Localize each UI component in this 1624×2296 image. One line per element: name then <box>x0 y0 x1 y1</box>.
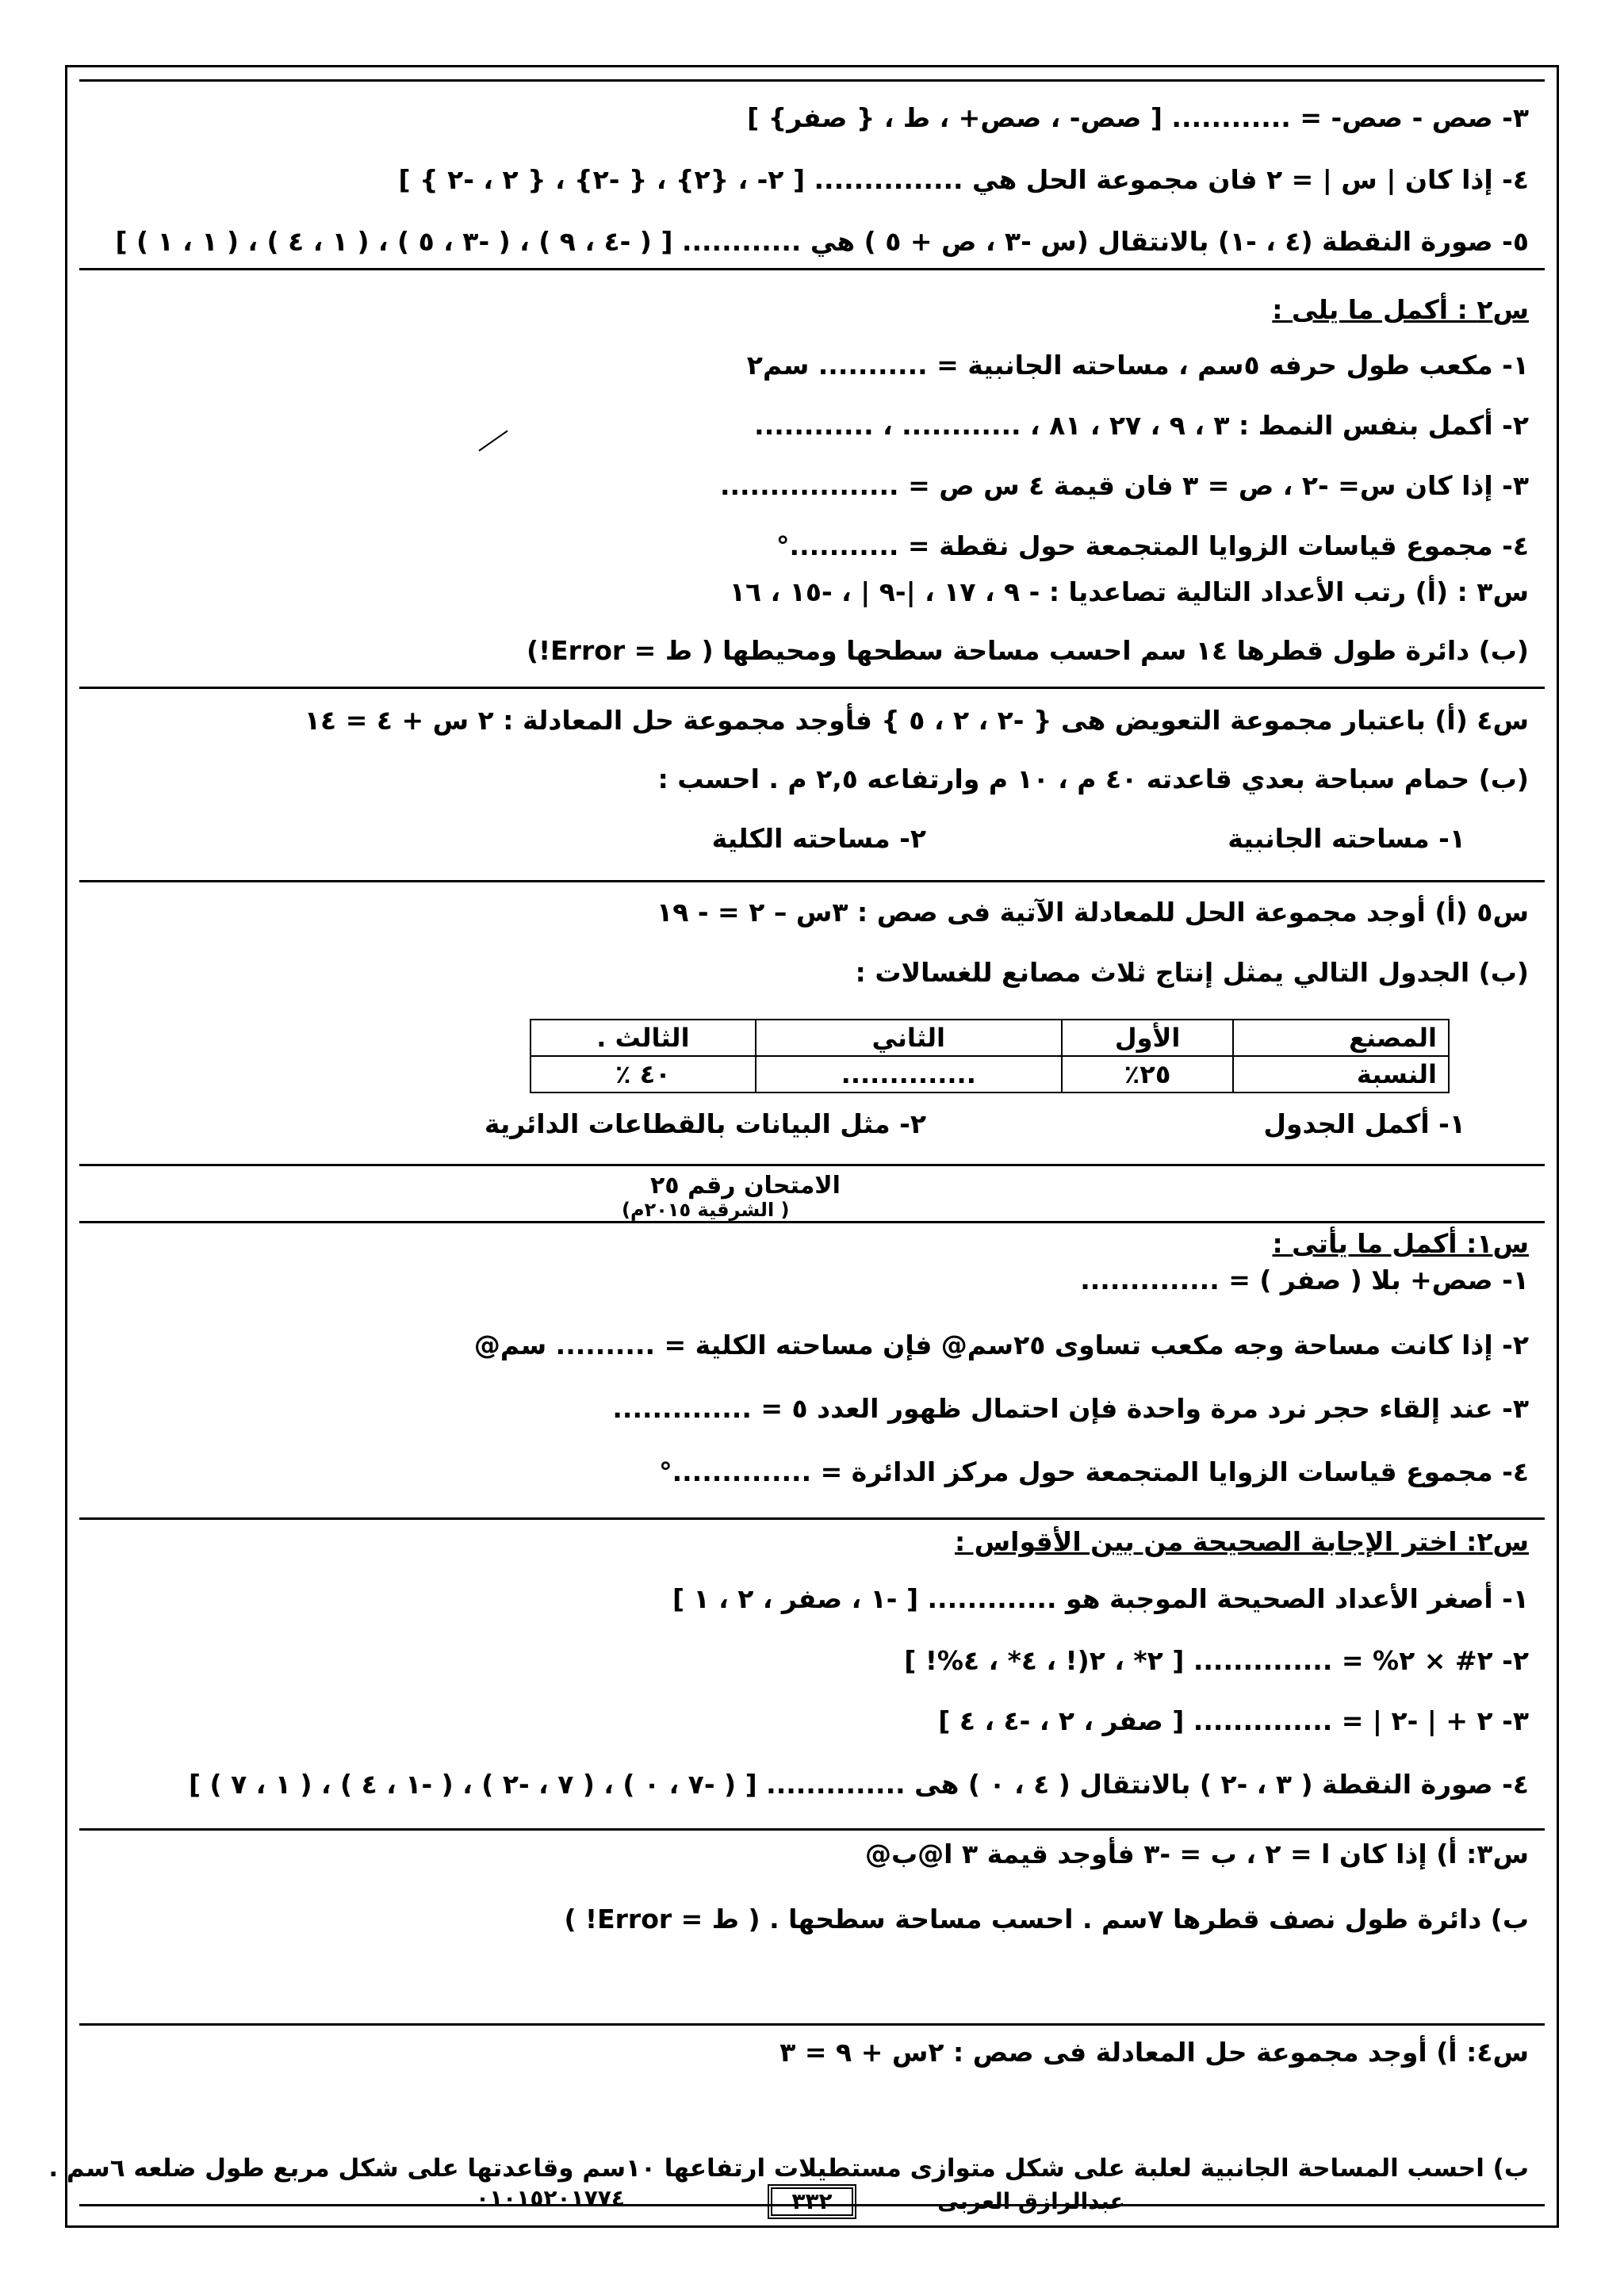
s3b-part-a: س٣: أ) إذا كان ا = ٢ ، ب = -٣ فأوجد قيمة ٣ ا@ب@ <box>865 1839 1529 1869</box>
footer-author: عبدالرازق العربى <box>937 2188 1125 2214</box>
factory-table <box>530 1019 1450 1093</box>
s2a-title: س٢ : أكمل ما يلى : <box>1272 294 1529 325</box>
q3-line: ٣- صص - صص- = ............ [ صص- ، صص+ ، ط ، { صفر} ] <box>747 102 1529 133</box>
s2b-item-2: ٢- ٢# × ٢% = .............. [ ٢* ، ٢(! ، ٤* ، ٤%! ] <box>904 1645 1529 1676</box>
q4-line: ٤- إذا كان | س | = ٢ فان مجموعة الحل هي ............... [ ٢- ، {٢} ، { -٢} ، { ٢ ، -٢ } ] <box>398 164 1529 195</box>
footer-phone: ٠١٠١٥٢٠١٧٧٤ <box>476 2185 625 2211</box>
table-cell: المصنع <box>1233 1020 1449 1056</box>
divider-4 <box>79 1164 1545 1166</box>
s1b-item-4: ٤- مجموع قياسات الزوايا المتجمعة حول مركز الدائرة = ..............° <box>659 1456 1529 1487</box>
top-rule <box>79 79 1545 82</box>
s5a-c1: ١- أكمل الجدول <box>1263 1108 1465 1139</box>
s3b-part-b: ب) دائرة طول نصف قطرها ٧سم . احسب مساحة سطحها . ( ط = Error! ) <box>564 1904 1529 1934</box>
divider-3 <box>79 880 1545 882</box>
table-cell: .............. <box>756 1056 1062 1093</box>
table-cell: الأول <box>1062 1020 1234 1056</box>
s3a-part-b: (ب) دائرة طول قطرها ١٤ سم احسب مساحة سطحها ومحيطها ( ط = Error!) <box>527 635 1529 666</box>
q5-line: ٥- صورة النقطة (٤ ، -١) بالانتقال (س -٣ ، ص + ٥ ) هي ............ [ ( -٤ ، ٩ ) ، ( -٣ ، ٥ ) ، ( ١ ، ٤ ) ، ( ١ ، ١ ) ] <box>115 226 1529 257</box>
table-cell: ٤٠ ٪ <box>530 1056 756 1093</box>
divider-8 <box>79 2023 1545 2026</box>
s2a-item-2: ٢- أكمل بنفس النمط : ٣ ، ٩ ، ٢٧ ، ٨١ ، ............ ، ............ <box>754 410 1529 441</box>
divider-7 <box>79 1828 1545 1831</box>
s2b-title: س٢: اختر الإجابة الصحيحة من بين الأقواس : <box>954 1526 1529 1557</box>
table-cell: النسبة <box>1233 1056 1449 1093</box>
divider-5 <box>79 1221 1545 1223</box>
s2b-item-3: ٣- ٢ + | -٢ | = .............. [ صفر ، ٢ ، -٤ ، ٤ ] <box>938 1705 1529 1736</box>
s4b-part-b: ب) احسب المساحة الجانبية لعلبة على شكل متوازى مستطيلات ارتفاعها ١٠سم وقاعدتها على شكل مربع طول ضلعه ٦سم . <box>48 2154 1529 2183</box>
s1b-item-2: ٢- إذا كانت مساحة وجه مكعب تساوى ٢٥سم@ فإن مساحته الكلية = .......... سم@ <box>473 1330 1529 1360</box>
s1b-title: س١: أكمل ما يأتى : <box>1272 1228 1529 1259</box>
s5a-part-b: (ب) الجدول التالي يمثل إنتاج ثلاث مصانع للغسالات : <box>855 957 1529 988</box>
s4a-b2: ٢- مساحته الكلية <box>711 823 926 854</box>
exam-subtitle: ( الشرقية ٢٠١٥م) <box>622 1199 790 1221</box>
s4a-part-b: (ب) حمام سباحة بعدي قاعدته ٤٠ م ، ١٠ م وارتفاعه ٢,٥ م . احسب : <box>657 763 1529 794</box>
divider-1 <box>79 268 1545 270</box>
table-row <box>530 1020 1449 1056</box>
s2a-item-1: ١- مكعب طول حرفه ٥سم ، مساحته الجانبية = ........... سم٢ <box>746 350 1529 381</box>
s2a-item-4: ٤- مجموع قياسات الزوايا المتجمعة حول نقطة = ...........° <box>776 530 1529 561</box>
table-row <box>530 1056 1449 1093</box>
s2a-item-3: ٣- إذا كان س= -٢ ، ص = ٣ فان قيمة ٤ س ص = .................. <box>719 470 1529 501</box>
divider-2 <box>79 687 1545 689</box>
s2b-item-1: ١- أصغر الأعداد الصحيحة الموجبة هو ............. [ -١ ، صفر ، ٢ ، ١ ] <box>672 1583 1529 1614</box>
s4a-part-a: س٤ (أ) باعتبار مجموعة التعويض هى { -٢ ، ٢ ، ٥ } فأوجد مجموعة حل المعادلة : ٢ س + ٤ = ١٤ <box>304 705 1529 736</box>
s4a-b1: ١- مساحته الجانبية <box>1228 823 1465 854</box>
s5a-c2: ٢- مثل البيانات بالقطاعات الدائرية <box>484 1108 926 1139</box>
s2b-item-4: ٤- صورة النقطة ( ٣ ، -٢ ) بالانتقال ( ٤ ، ٠ ) هى .............. [ ( -٧ ، ٠ ) ، ( ٧ ، -٢ ) ، ( -١ ، ٤ ) ، ( ١ ، ٧ ) ] <box>188 1769 1529 1800</box>
table-cell: الثاني <box>756 1020 1062 1056</box>
page-number: ٣٣٢ <box>768 2184 856 2219</box>
exam-title: الامتحان رقم ٢٥ <box>650 1172 841 1200</box>
s5a-part-a: س٥ (أ) أوجد مجموعة الحل للمعادلة الآتية فى صص : ٣س – ٢ = - ١٩ <box>657 897 1529 928</box>
s1b-item-1: ١- صص+ بلا ( صفر ) = .............. <box>1080 1265 1529 1295</box>
s1b-item-3: ٣- عند إلقاء حجر نرد مرة واحدة فإن احتمال ظهور العدد ٥ = .............. <box>612 1393 1529 1424</box>
s4b-part-a: س٤: أ) أوجد مجموعة حل المعادلة فى صص : ٢س + ٩ = ٣ <box>779 2037 1529 2068</box>
table-cell: ٢٥٪ <box>1062 1056 1234 1093</box>
table-cell: الثالث . <box>530 1020 756 1056</box>
divider-6 <box>79 1517 1545 1520</box>
s3a-part-a: س٣ : (أ) رتب الأعداد التالية تصاعديا : - ٩ ، ١٧ ، |-٩ | ، -١٥ ، ١٦ <box>729 576 1529 607</box>
